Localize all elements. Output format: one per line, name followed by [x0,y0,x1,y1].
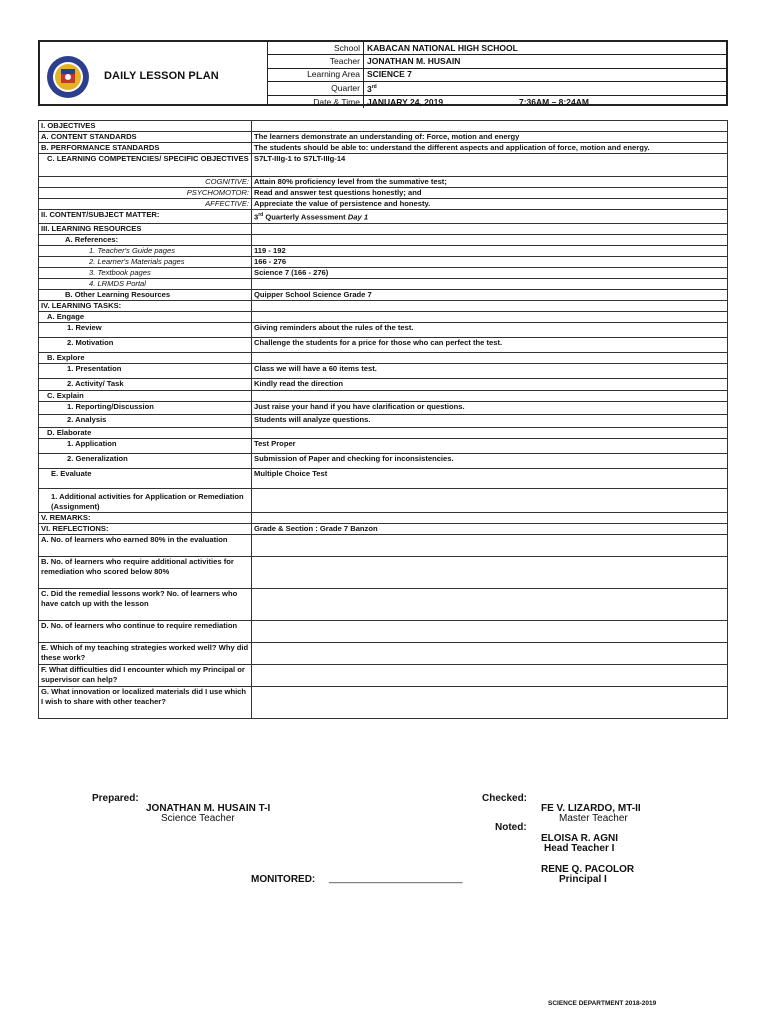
row-value: Just raise your hand if you have clarification or questions. [252,401,728,414]
row-value: The learners demonstrate an understanding of: Force, motion and energy [252,132,728,143]
header-value: KABACAN NATIONAL HIGH SCHOOL [364,42,727,55]
table-row [39,534,728,556]
row-value: Science 7 (166 - 276) [252,267,728,278]
header-row-quarter [267,82,726,96]
row-value [252,686,728,718]
table-row [39,143,728,154]
row-label: E. Which of my teaching strategies worked well? Why did these work? [39,642,252,664]
table-row [39,289,728,300]
row-value: Test Proper [252,438,728,453]
page-title: DAILY LESSON PLAN [104,70,219,82]
row-label: II. CONTENT/SUBJECT MATTER: [39,210,252,224]
table-row [39,642,728,664]
table-row [39,453,728,468]
row-value [252,534,728,556]
row-value [252,512,728,523]
row-label: G. What innovation or localized materials did I use which I wish to share with other teacher? [39,686,252,718]
row-label: 2. Generalization [39,453,252,468]
date-value: JANUARY 24, 2019 [367,96,444,107]
row-label: 1. Reporting/Discussion [39,401,252,414]
table-row [39,154,728,177]
row-value [252,311,728,322]
noted-title: Head Teacher I [544,843,615,854]
row-label: A. CONTENT STANDARDS [39,132,252,143]
table-row [39,427,728,438]
row-value: 119 - 192 [252,245,728,256]
row-value: Read and answer test questions honestly; and [252,188,728,199]
row-value [252,620,728,642]
table-row [39,311,728,322]
row-label: AFFECTIVE: [39,199,252,210]
prepared-title: Science Teacher [161,813,235,824]
row-value [252,488,728,512]
prepared-name: JONATHAN M. HUSAIN T-I [146,803,271,814]
row-value [252,234,728,245]
row-label: 3. Textbook pages [39,267,252,278]
table-row [39,132,728,143]
quarter-suffix: rd [371,84,377,91]
table-row [39,245,728,256]
assessment-label: Quarterly Assessment [263,212,348,222]
row-label: 1. Additional activities for Application or Remediation (Assignment) [39,488,252,512]
time-value: 7:36AM – 8:24AM [519,96,589,107]
table-row [39,177,728,188]
row-value [252,556,728,588]
row-value [252,352,728,363]
deped-seal-icon [46,55,90,99]
row-label: C. LEARNING COMPETENCIES/ SPECIFIC OBJECTIVES [39,154,252,177]
table-row [39,188,728,199]
table-row [39,223,728,234]
table-row [39,322,728,337]
header-label: School [267,42,364,55]
table-row [39,256,728,267]
row-value [252,210,728,224]
quarter-value: 3 [367,84,372,94]
row-value [252,642,728,664]
quarter-suffix: rd [258,212,264,218]
footer-department: SCIENCE DEPARTMENT 2018-2019 [548,1000,657,1007]
table-row [39,523,728,534]
table-row [39,352,728,363]
row-label: 1. Review [39,322,252,337]
table-row [39,278,728,289]
row-label: I. OBJECTIVES [39,121,252,132]
row-value: Attain 80% proficiency level from the summative test; [252,177,728,188]
header-value: JONATHAN M. HUSAIN [364,55,727,68]
row-label: E. Evaluate [39,468,252,488]
table-row [39,556,728,588]
header-row-teacher [267,55,726,68]
row-value: Challenge the students for a price for those who can perfect the test. [252,337,728,352]
row-label: VI. REFLECTIONS: [39,523,252,534]
row-value [252,390,728,401]
row-label: 2. Learner's Materials pages [39,256,252,267]
row-label: 2. Activity/ Task [39,378,252,390]
monitored-label: MONITORED: [251,874,316,885]
row-value [252,278,728,289]
row-label: B. No. of learners who require additional activities for remediation who scored below 80% [39,556,252,588]
row-label: 4. LRMDS Portal [39,278,252,289]
row-label: COGNITIVE: [39,177,252,188]
row-label: B. PERFORMANCE STANDARDS [39,143,252,154]
row-value: Appreciate the value of persistence and honesty. [252,199,728,210]
row-label: B. Explore [39,352,252,363]
table-row [39,414,728,427]
row-label: C. Did the remedial lessons work? No. of learners who have catch up with the lesson [39,588,252,620]
table-row [39,438,728,453]
row-value [252,223,728,234]
row-label: V. REMARKS: [39,512,252,523]
table-row [39,620,728,642]
checked-name: FE V. LIZARDO, MT-II [541,803,641,814]
row-value: 166 - 276 [252,256,728,267]
row-label: D. Elaborate [39,427,252,438]
header-row-date-time [267,96,726,109]
row-label: D. No. of learners who continue to require remediation [39,620,252,642]
row-value: Submission of Paper and checking for inconsistencies. [252,453,728,468]
row-label: A. No. of learners who earned 80% in the evaluation [39,534,252,556]
prepared-label: Prepared: [92,793,139,804]
row-label: A. Engage [39,311,252,322]
row-label: 1. Application [39,438,252,453]
row-label: F. What difficulties did I encounter which my Principal or supervisor can help? [39,664,252,686]
table-row [39,390,728,401]
monitored-signature-line: ________________________ [329,873,463,884]
row-value [252,588,728,620]
header-title-cell [40,42,268,104]
header-label: Teacher [267,55,364,68]
row-label: 1. Teacher's Guide pages [39,245,252,256]
row-label: 2. Analysis [39,414,252,427]
row-value: Students will analyze questions. [252,414,728,427]
lesson-plan-table [38,120,728,719]
header-box [38,40,728,106]
row-label: III. LEARNING RESOURCES [39,223,252,234]
table-row [39,210,728,224]
noted-name: ELOISA R. AGNI [541,833,619,844]
row-value: Grade & Section : Grade 7 Banzon [252,523,728,534]
row-label: A. References: [39,234,252,245]
row-value [252,300,728,311]
row-value: Kindly read the direction [252,378,728,390]
row-value: Quipper School Science Grade 7 [252,289,728,300]
row-label: 1. Presentation [39,363,252,378]
header-value: SCIENCE 7 [364,68,727,81]
row-value [252,427,728,438]
table-row [39,300,728,311]
table-row [39,664,728,686]
row-value: Class we will have a 60 items test. [252,363,728,378]
row-value: The students should be able to: understand the different aspects and application of force, motion and energy. [252,143,728,154]
table-row [39,401,728,414]
header-value [364,82,727,96]
header-label: Quarter [267,82,364,96]
header-value [364,96,727,109]
checked-title: Master Teacher [559,813,628,824]
table-row [39,199,728,210]
header-label: Learning Area [267,68,364,81]
row-label: IV. LEARNING TASKS: [39,300,252,311]
table-row [39,267,728,278]
header-row-school [267,42,726,55]
table-row [39,234,728,245]
table-row [39,488,728,512]
table-row [39,378,728,390]
row-value [252,121,728,132]
table-row [39,686,728,718]
row-value: Multiple Choice Test [252,468,728,488]
assessment-day: Day 1 [347,212,369,222]
header-info-table [267,42,726,108]
table-row [39,363,728,378]
quarter-number: 3 [254,212,259,222]
row-label: 2. Motivation [39,337,252,352]
table-row [39,512,728,523]
table-row [39,588,728,620]
checked-label: Checked: [482,793,528,804]
noted-label: Noted: [495,822,527,833]
table-row [39,121,728,132]
row-label: B. Other Learning Resources [39,289,252,300]
row-label: C. Explain [39,390,252,401]
row-label: PSYCHOMOTOR: [39,188,252,199]
row-value [252,664,728,686]
principal-name: RENE Q. PACOLOR [541,864,635,875]
principal-title: Principal I [559,874,607,885]
row-value: Giving reminders about the rules of the test. [252,322,728,337]
header-row-learning-area [267,68,726,81]
header-label: Date & Time [267,96,364,109]
row-value: S7LT-IIIg-1 to S7LT-IIIg-14 [252,154,728,177]
table-row [39,337,728,352]
table-row [39,468,728,488]
